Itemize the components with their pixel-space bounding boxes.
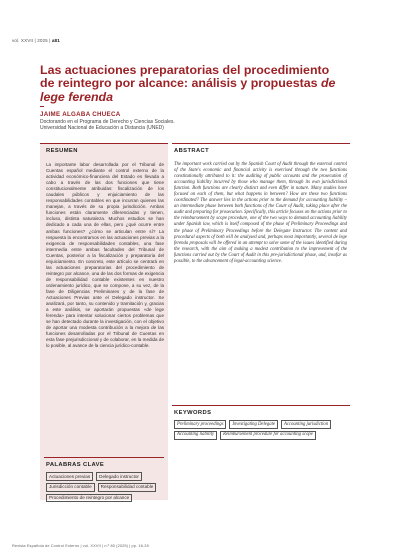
- title-main: Las actuaciones preparatorias del procedimiento de reintegro por alcance: análisis y propuestas: [40, 63, 330, 91]
- keyword-tag: Actuaciones previas: [46, 472, 93, 481]
- journal-footer: Revista Española de Control Externo | vol. XXVII | n.º 80 (2025) | pp. 16-39: [12, 543, 149, 548]
- page-number: a81: [51, 38, 60, 43]
- keyword-tag: Preliminary proceedings: [174, 420, 226, 429]
- affiliation-line-2: Universidad Nacional de Educación a Distancia (UNED): [40, 125, 164, 132]
- resumen-text: La importante labor desarrollada por el Tribunal de Cuentas español mediante el control externo de la actividad económico-financiera del Estado es llevada a cabo a través de las dos funciones que tiene constitucionalmente atribuidas: fiscalización de los caudales públicos y enjuiciamiento de las responsabilidades contables en que incurran quienes las manejan, a través de su propia jurisdicción. Ambas funciones están claramente diferenciadas y tienen, incluso, distinta naturaleza. Muchos estudios se han dedicado a cada una de ellas, pero ¿qué ocurre entre ambas funciones? ¿cómo se articulan entre sí? La respuesta la encontramos en las actuaciones previas a la exigencia de responsabilidades contables, una fase intermedia entre ambas facultades del Tribunal de Cuentas, posterior a la fiscalización y preparatoria del enjuiciamiento. En concreto, este artículo se centrará en las actuaciones preparatorias del procedimiento de reintegro por alcance, una de las dos formas de exigencia de responsabilidad contable existentes en nuestro ordenamiento jurídico, que se compone, a su vez, de la fase de Diligencias Preliminares y de la fase de Actuaciones Previas ante el Delegado instructor. Se analizará, por tanto, su contenido y tramitación y, gracias a este análisis, se aportarán propuestas «de lege ferenda» para intentar solucionar ciertos problemas que se han detectado durante la investigación, con el objetivo de aportar una modesta contribución a la mejora de las funciones desarrolladas por el Tribunal de Cuentas en esta fase prejurisdiccional y de colaborar, en la medida de lo posible, al avance de la ciencia jurídico-contable.: [46, 162, 164, 349]
- author-affiliation: [40, 119, 300, 131]
- author-marker: [40, 106, 44, 107]
- keyword-tag: Accounting liability: [174, 431, 217, 440]
- title-italic: de lege ferenda: [40, 76, 336, 104]
- article-title: [40, 64, 340, 104]
- resumen-heading: RESUMEN: [46, 148, 78, 154]
- keyword-tag: Delegado instructor: [96, 472, 142, 481]
- affiliation-line-1: Doctorando en el Programa de Derecho y Ciencias Sociales.: [40, 119, 175, 125]
- abstract-heading: ABSTRACT: [174, 148, 210, 154]
- issue-header: [12, 38, 60, 43]
- keywords-rule: [172, 405, 350, 406]
- keyword-tag: Jurisdicción contable: [46, 483, 95, 492]
- author-name: JAIME ALGABA CHUECA: [40, 111, 121, 118]
- keywords-heading: KEYWORDS: [174, 410, 212, 416]
- keyword-tag: Reimbursement procedure for accounting scope: [220, 431, 316, 440]
- volume-text: vol. XXVII | 2025 |: [12, 38, 51, 43]
- palabras-clave-heading: PALABRAS CLAVE: [46, 462, 105, 468]
- keyword-tag: Procedimiento de reintegro por alcance: [46, 494, 132, 503]
- keyword-tag: Responsabilidad contable: [98, 483, 157, 492]
- palabras-clave-rule: [44, 457, 164, 458]
- abstract-rule: [172, 143, 350, 144]
- keywords-list: [174, 420, 349, 440]
- resumen-rule: [40, 143, 168, 144]
- palabras-clave-list: [46, 472, 166, 502]
- abstract-text: The important work carried out by the Spanish Court of Audit through the external control of the State's economic and financial activity is exercised through the two functions constitutionally attributed to it: the auditing of public accounts and the prosecution of accounting liability incurred by those who manage them, through its own jurisdictional function. Both functions are clearly distinct and even differ in nature. Many studies have focused on each of them, but what happens in between? How are these two functions coordinated? The answer lies in the actions prior to the demand for accounting liability – an intermediate phase between both functions of the Court of Audit, taking place after the audit and preparing for prosecution. Specifically, this article focuses on the actions prior to the reimbursement by scope procedure, one of the two ways to demand accounting liability under Spanish law, which is itself composed of the phase of Preliminary Proceedings and the phase of Preliminary Proceedings before the Delegate Instructor. The content and procedural aspects of both will be analysed and, perhaps most importantly, several de lege ferenda proposals will be offered in an attempt to solve some of the issues identified during the research, with the aim of making a modest contribution to the improvement of the functions carried out by the Court of Audit in this pre-jurisdictional phase, and, insofar as possible, to the advancement of legal-accounting science.: [174, 162, 347, 264]
- keyword-tag: Accounting jurisdiction: [281, 420, 331, 429]
- keyword-tag: Investigating Delegate: [229, 420, 278, 429]
